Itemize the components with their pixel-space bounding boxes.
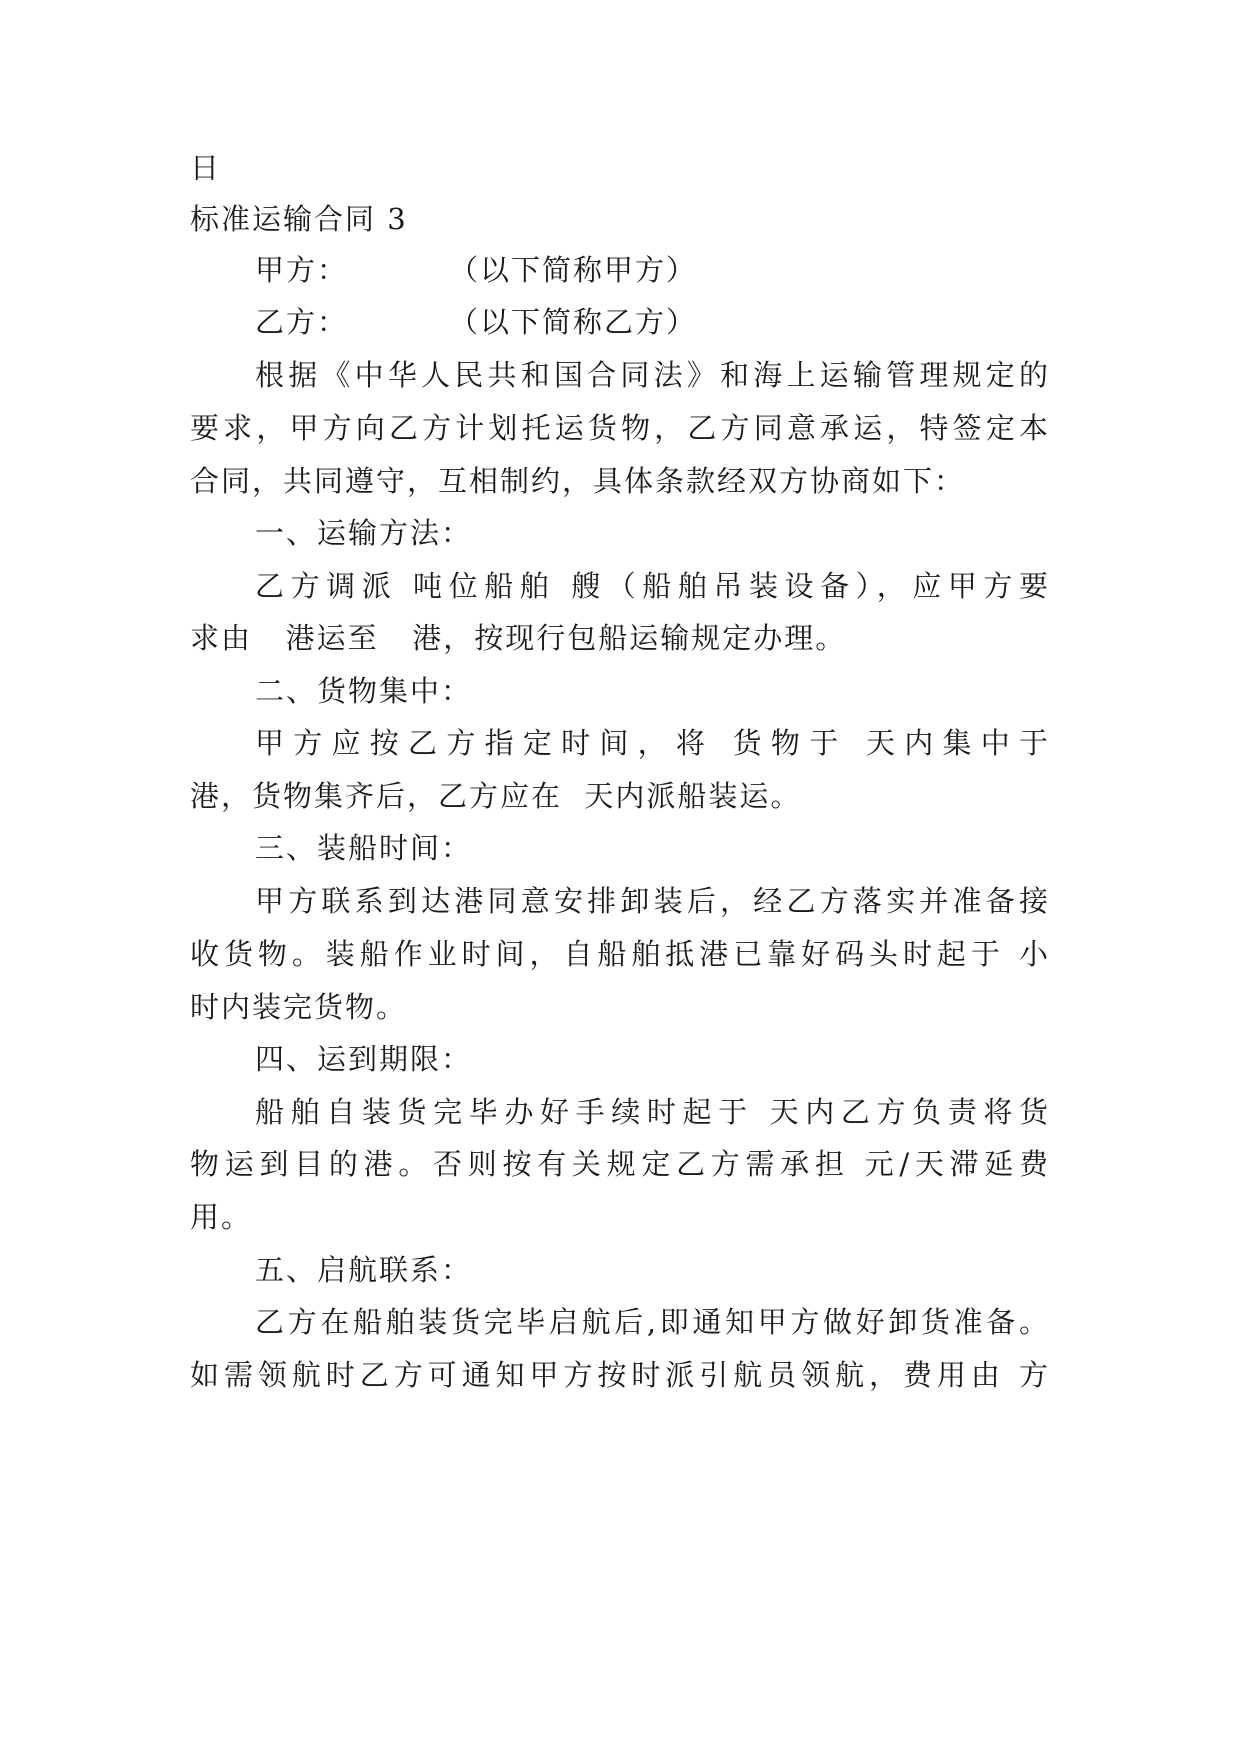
party-b-line: 乙方： （以下简称乙方） [255,305,697,339]
text-line: 港，货物集齐后，乙方应在 天内派船装运。 [190,779,802,813]
text-line: 物运到目的港。否则按有关规定乙方需承担 元/天滞延费 [190,1147,1050,1181]
text-line: 用。 [190,1200,253,1234]
text-line: 合同，共同遵守，互相制约，具体条款经双方协商如下： [190,464,966,498]
text-line: 求由 港运至 港，按现行包船运输规定办理。 [190,621,847,655]
text-line: 乙方调派 吨位船舶 艘（船舶吊装设备），应甲方要 [255,569,1050,603]
section-heading: 三、装船时间： [255,831,473,865]
contract-title: 标准运输合同 3 [190,202,408,236]
party-a-line: 甲方： （以下简称甲方） [255,253,697,287]
section-heading: 二、货物集中： [255,674,473,708]
text-line: 船舶自装货完毕办好手续时起于 天内乙方负责将货 [255,1095,1050,1129]
text-line: 根据《中华人民共和国合同法》和海上运输管理规定的 [255,358,1050,392]
text-line: 乙方在船舶装货完毕启航后,即通知甲方做好卸货准备。 [255,1305,1050,1339]
section-heading: 五、启航联系： [255,1253,473,1287]
section-heading: 一、运输方法： [255,516,473,550]
text-line: 日 [190,151,222,185]
text-line: 如需领航时乙方可通知甲方按时派引航员领航，费用由 方 [190,1358,1050,1392]
text-line: 收货物。装船作业时间，自船舶抵港已靠好码头时起于 小 [190,937,1050,971]
text-line: 甲方联系到达港同意安排卸装后，经乙方落实并准备接 [255,884,1050,918]
text-line: 时内装完货物。 [190,990,408,1024]
text-line: 甲方应按乙方指定时间，将 货物于 天内集中于 [255,726,1050,760]
section-heading: 四、运到期限： [255,1042,473,1076]
text-line: 要求，甲方向乙方计划托运货物，乙方同意承运，特签定本 [190,411,1050,445]
